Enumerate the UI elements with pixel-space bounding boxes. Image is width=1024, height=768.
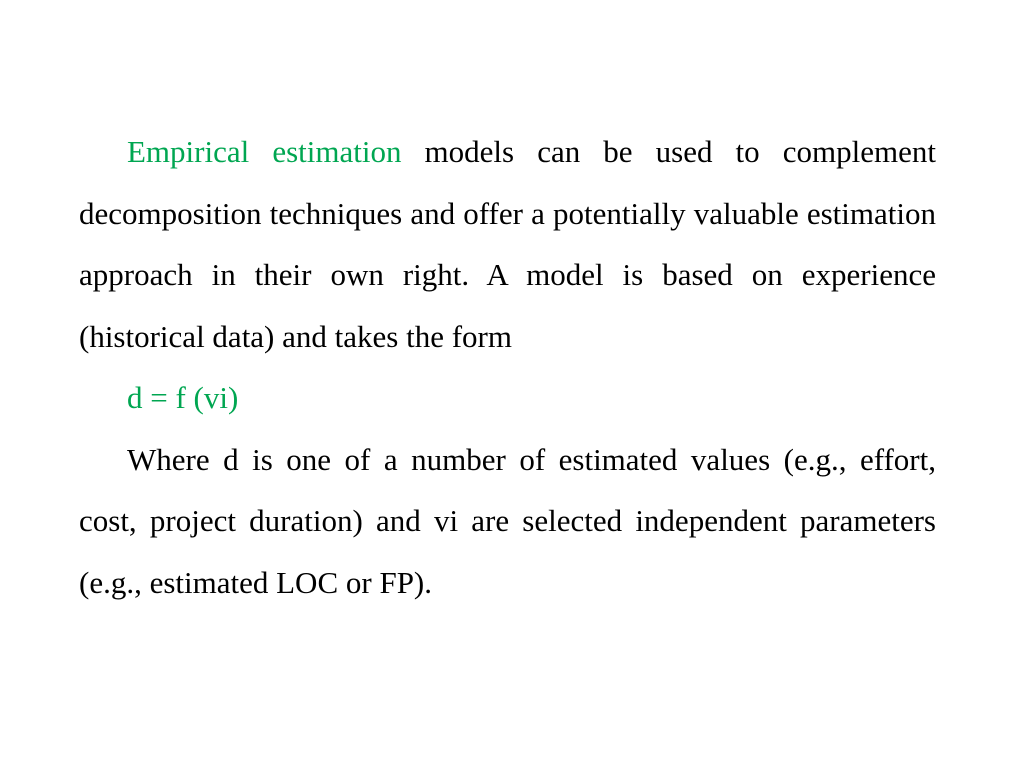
highlight-term: Empirical estimation — [127, 134, 402, 169]
paragraph-intro-text: models can be used to complement decomposition techniques and offer a potentially valuable estimation approach in their own right. A model is based on experience (historical data) and takes the form — [79, 134, 936, 354]
formula: d = f (vi) — [127, 380, 239, 415]
paragraph-definition: Where d is one of a number of estimated values (e.g., effort, cost, project duration) and vi are selected independent parameters (e.g., estimated LOC or FP). — [79, 441, 936, 600]
paragraph-intro — [79, 121, 936, 367]
